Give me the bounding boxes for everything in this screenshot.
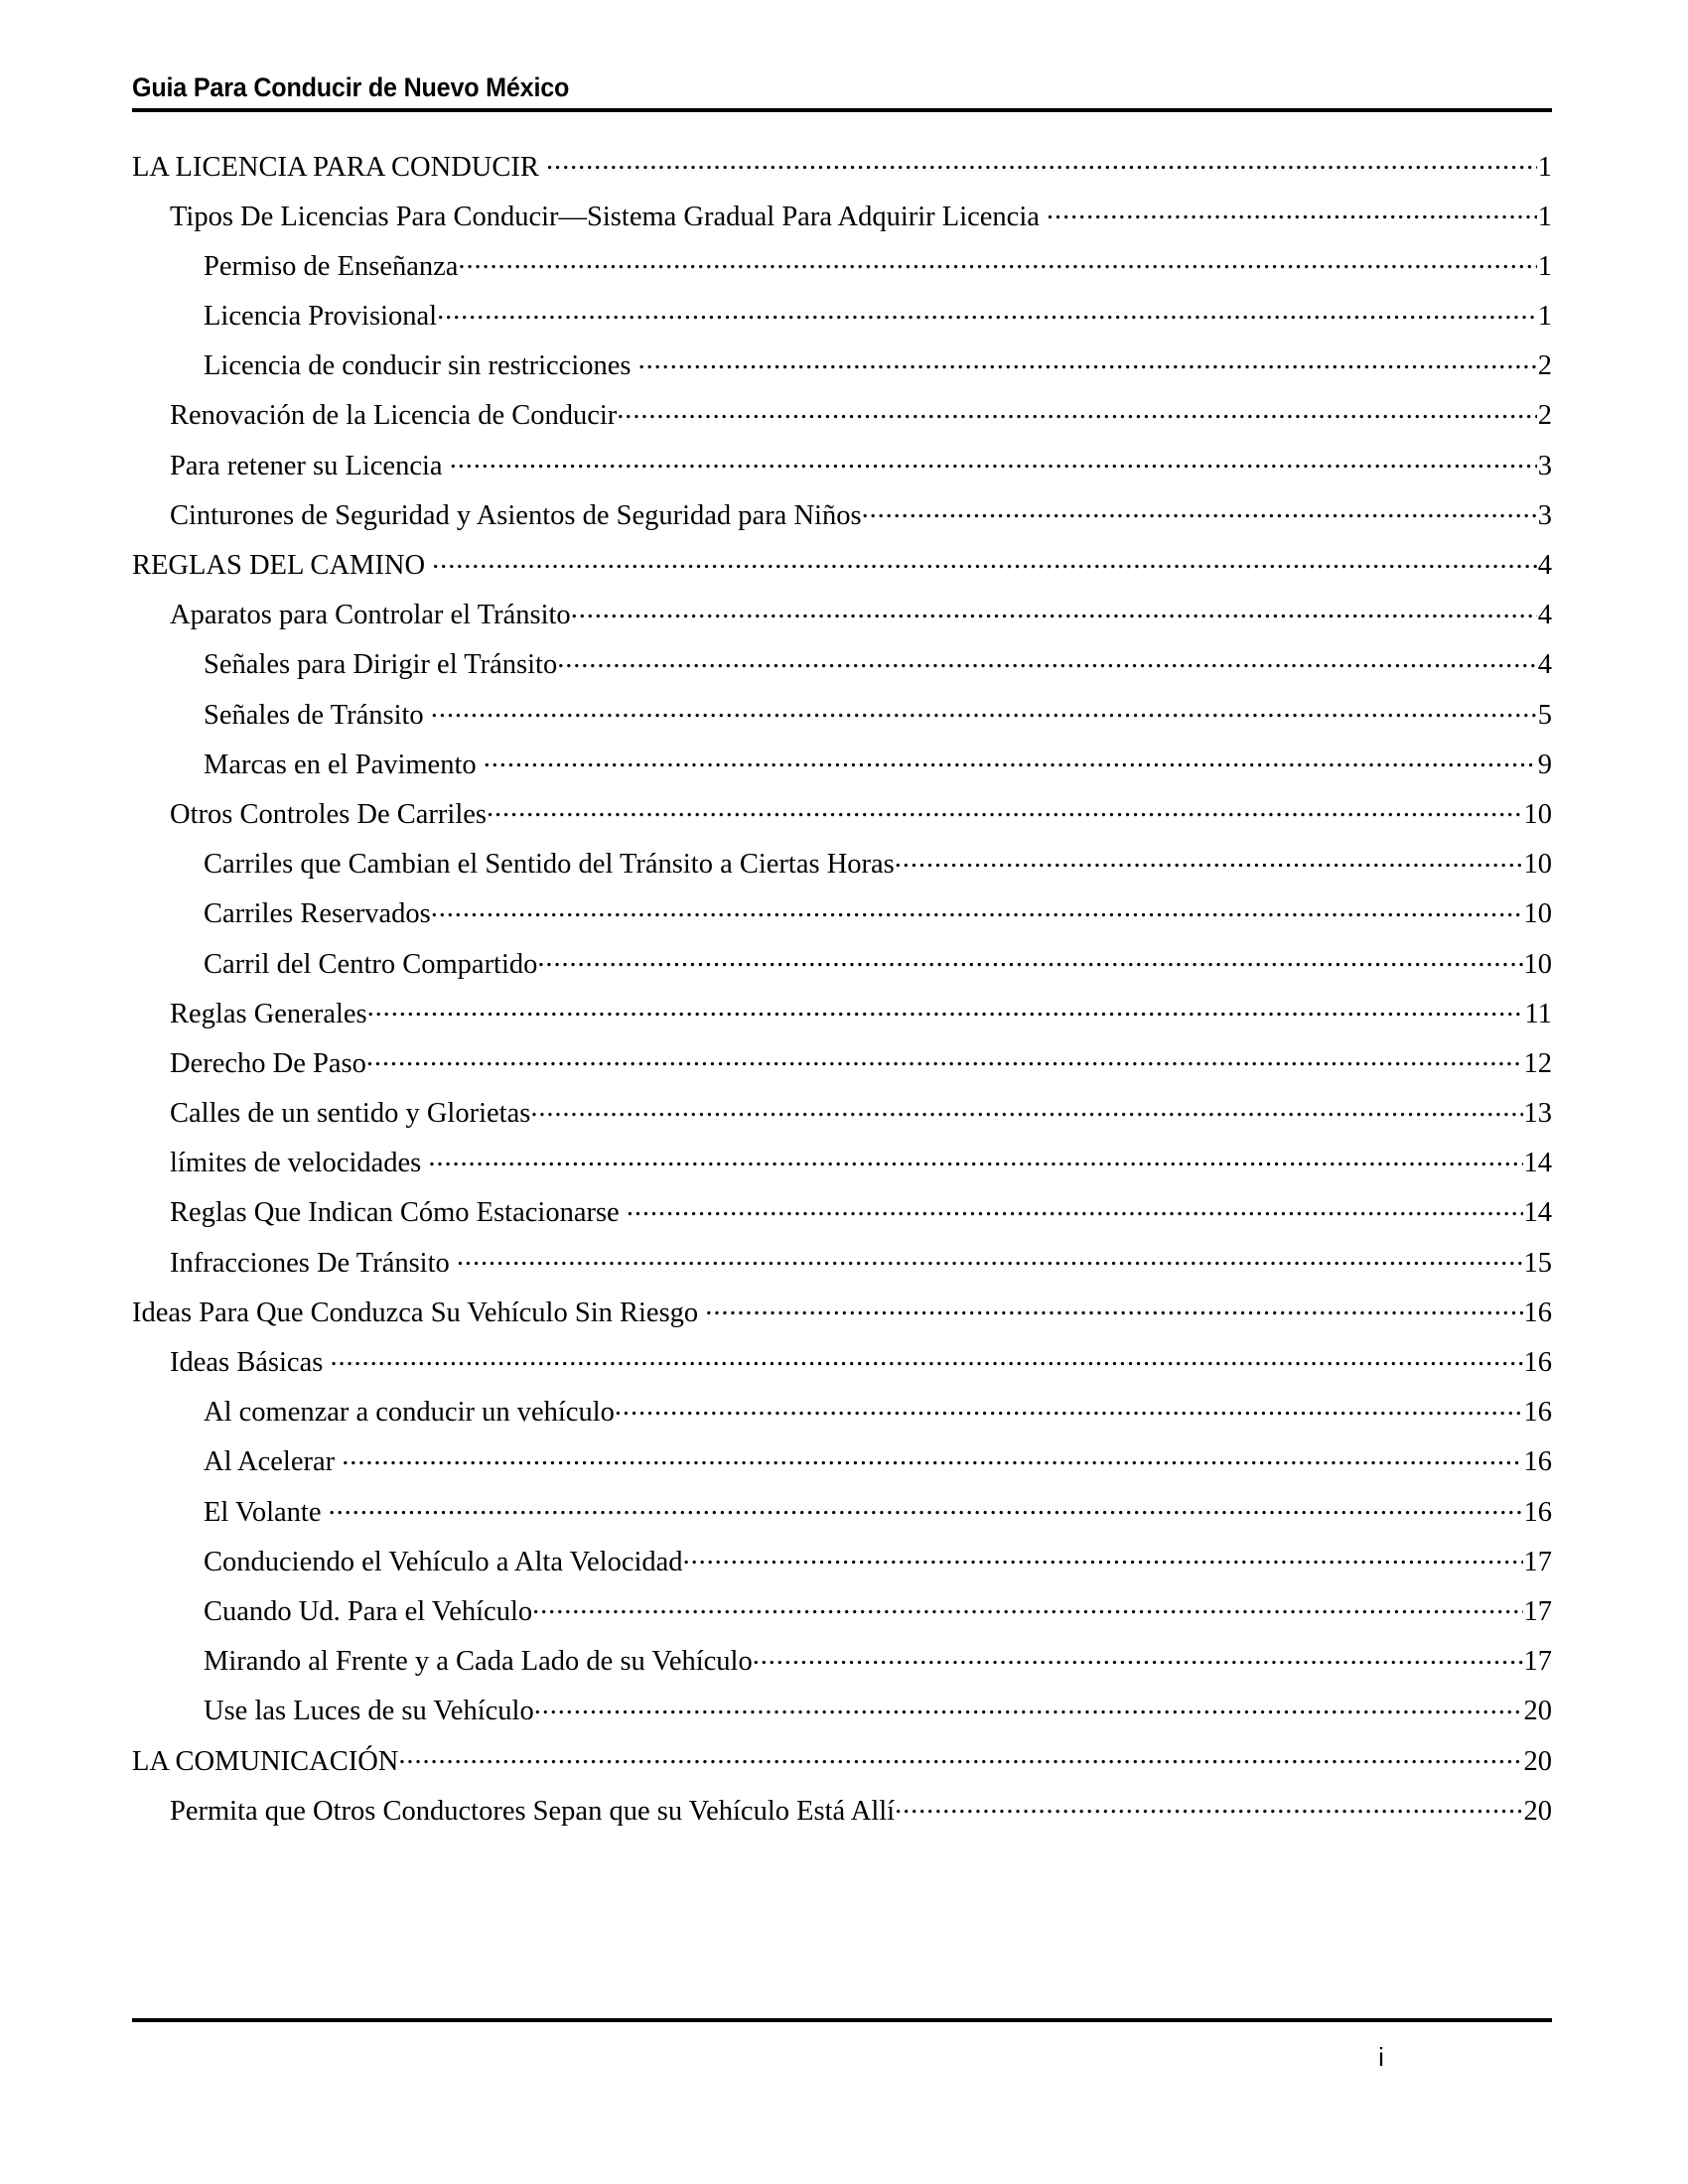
toc-entry[interactable] [170,1791,1552,1841]
toc-dot-leader [342,1442,1522,1471]
toc-entry[interactable] [170,197,1552,246]
toc-entry[interactable] [204,645,1552,695]
toc-dot-leader [431,695,1537,724]
toc-page-number: 1 [1537,250,1552,282]
toc-entry-label: Carriles Reservados [204,898,431,930]
toc-entry[interactable] [204,695,1552,745]
toc-dot-leader [617,396,1536,425]
toc-dot-leader [862,495,1537,524]
toc-page-number: 20 [1523,1745,1552,1777]
toc-page-number: 14 [1523,1197,1552,1229]
toc-page-number: 10 [1523,849,1552,881]
toc-dot-leader [329,1492,1523,1521]
toc-page-number: 3 [1537,450,1552,481]
table-of-contents [132,147,1552,1841]
toc-label-gap [424,702,431,731]
toc-dot-leader [330,1343,1522,1372]
toc-dot-leader [367,994,1524,1023]
toc-page-number: 13 [1523,1098,1552,1130]
toc-page-number: 16 [1523,1496,1552,1528]
toc-entry-label: Permiso de Enseñanza [204,250,459,282]
running-header [132,73,1552,112]
toc-label-gap [450,1250,457,1279]
toc-dot-leader [895,1791,1522,1820]
toc-page-number: 10 [1523,948,1552,980]
toc-label-gap [1040,204,1047,232]
toc-dot-leader [1047,197,1537,225]
toc-label-gap [425,552,432,581]
toc-dot-leader [450,446,1537,475]
toc-entry-label: Permita que Otros Conductores Sepan que su Vehículo Está Allí [170,1795,896,1827]
toc-entry-label: Aparatos para Controlar el Tránsito [170,600,571,631]
toc-label-gap [421,1150,428,1178]
toc-page-number: 17 [1523,1546,1552,1577]
toc-entry-label: Carriles que Cambian el Sentido del Tránsito a Ciertas Horas [204,849,895,881]
toc-entry[interactable] [170,446,1552,495]
toc-dot-leader [484,745,1537,773]
toc-page-number: 10 [1523,898,1552,930]
toc-page-number: 15 [1523,1247,1552,1279]
toc-entry-label: Licencia Provisional [204,301,438,333]
toc-entry-label: Marcas en el Pavimento [204,749,477,780]
toc-entry-label: REGLAS DEL CAMINO [132,550,426,581]
toc-label-gap [443,453,450,481]
toc-entry-label: Reglas Que Indican Cómo Estacionarse [170,1197,620,1229]
toc-page-number: 1 [1537,201,1552,232]
toc-entry[interactable] [170,994,1552,1043]
toc-dot-leader [615,1393,1523,1422]
toc-label-gap [631,352,637,381]
toc-label-gap [539,154,546,183]
toc-page-number: 12 [1523,1047,1552,1079]
footer-page-number: i [1378,2042,1384,2072]
toc-dot-leader [432,546,1537,575]
toc-entry-label: Ideas Para Que Conduzca Su Vehículo Sin Riesgo [132,1297,699,1328]
toc-entry[interactable] [132,546,1552,596]
toc-dot-leader [627,1193,1523,1222]
toc-entry[interactable] [204,297,1552,346]
toc-dot-leader [753,1642,1523,1671]
toc-dot-leader [437,297,1537,326]
toc-dot-leader [705,1293,1522,1321]
toc-entry[interactable] [132,147,1552,197]
toc-page-number: 16 [1523,1397,1552,1429]
toc-entry[interactable] [170,1243,1552,1293]
toc-page-number: 5 [1537,699,1552,731]
toc-entry[interactable] [170,596,1552,645]
toc-page-number: 14 [1523,1148,1552,1179]
toc-label-gap [321,1499,328,1528]
toc-entry-label: Señales para Dirigir el Tránsito [204,649,558,681]
toc-page-number: 10 [1523,798,1552,830]
toc-page-number: 4 [1537,649,1552,681]
toc-label-gap [323,1349,330,1378]
toc-page-number: 20 [1523,1795,1552,1827]
toc-page-number: 16 [1523,1347,1552,1378]
toc-entry[interactable] [170,1094,1552,1144]
toc-dot-leader [532,1591,1522,1620]
toc-entry-label: Señales de Tránsito [204,699,424,731]
toc-entry-label: Derecho De Paso [170,1047,366,1079]
toc-entry[interactable] [204,894,1552,944]
toc-entry-label: Licencia de conducir sin restricciones [204,350,632,382]
toc-dot-leader [557,645,1537,674]
toc-entry[interactable] [170,495,1552,545]
toc-page-number: 17 [1523,1595,1552,1627]
toc-entry-label: Calles de un sentido y Glorietas [170,1098,531,1130]
toc-entry-label: Reglas Generales [170,998,367,1029]
toc-entry-label: Al comenzar a conducir un vehículo [204,1397,615,1429]
toc-page-number: 1 [1537,151,1552,183]
toc-dot-leader [638,346,1537,375]
toc-entry[interactable] [204,845,1552,894]
toc-page-number: 1 [1537,301,1552,333]
toc-entry[interactable] [204,246,1552,296]
toc-entry[interactable] [204,1542,1552,1591]
toc-page-number: 16 [1523,1297,1552,1328]
toc-entry[interactable] [204,1642,1552,1692]
toc-entry-label: Tipos De Licencias Para Conducir—Sistema Gradual Para Adquirir Licencia [170,201,1040,232]
toc-entry-label: Otros Controles De Carriles [170,798,487,830]
toc-page-number: 2 [1537,350,1552,382]
toc-entry-label: Mirando al Frente y a Cada Lado de su Vehículo [204,1646,753,1678]
toc-entry[interactable] [204,1442,1552,1492]
toc-page-number: 4 [1537,550,1552,581]
toc-page-number: 20 [1523,1696,1552,1727]
toc-entry[interactable] [204,1492,1552,1542]
toc-entry[interactable] [170,1043,1552,1093]
toc-entry-label: Ideas Básicas [170,1347,324,1378]
toc-entry-label: Para retener su Licencia [170,450,443,481]
toc-entry[interactable] [204,1393,1552,1442]
toc-entry[interactable] [170,1343,1552,1393]
toc-entry[interactable] [170,396,1552,446]
toc-entry-label: LA LICENCIA PARA CONDUCIR [132,151,539,183]
toc-dot-leader [683,1542,1523,1570]
toc-entry[interactable] [204,1692,1552,1741]
toc-dot-leader [458,246,1536,275]
toc-entry[interactable] [204,745,1552,794]
toc-entry-label: Cinturones de Seguridad y Asientos de Seguridad para Niños [170,499,862,531]
toc-label-gap [477,751,484,780]
toc-label-gap [698,1299,705,1328]
toc-page-number: 11 [1524,998,1552,1029]
toc-dot-leader [530,1094,1522,1123]
footer-divider [132,2018,1552,2022]
toc-entry-label: Renovación de la Licencia de Conducir [170,400,618,432]
toc-dot-leader [398,1741,1522,1770]
toc-entry[interactable] [170,1144,1552,1193]
toc-entry-label: límites de velocidades [170,1148,422,1179]
toc-entry[interactable] [132,1293,1552,1342]
toc-dot-leader [431,894,1523,923]
toc-dot-leader [366,1043,1523,1072]
toc-dot-leader [895,845,1523,874]
toc-dot-leader [457,1243,1523,1272]
toc-dot-leader [546,147,1537,176]
toc-entry-label: Cuando Ud. Para el Vehículo [204,1595,533,1627]
toc-label-gap [620,1199,627,1228]
toc-entry[interactable] [132,1741,1552,1791]
toc-dot-leader [428,1144,1522,1172]
header-divider [132,108,1552,112]
toc-page-number: 9 [1537,749,1552,780]
toc-entry-label: Al Acelerar [204,1446,336,1478]
toc-dot-leader [487,794,1523,823]
toc-label-gap [335,1448,342,1477]
toc-entry-label: Conduciendo el Vehículo a Alta Velocidad [204,1546,683,1577]
toc-dot-leader [571,596,1537,624]
page-footer [132,2018,1552,2070]
toc-entry[interactable] [204,944,1552,994]
toc-entry[interactable] [204,1591,1552,1641]
toc-entry-label: LA COMUNICACIÓN [132,1745,399,1777]
toc-dot-leader [534,1692,1523,1720]
toc-entry-label: El Volante [204,1496,322,1528]
toc-page-number: 17 [1523,1646,1552,1678]
toc-entry[interactable] [204,346,1552,396]
toc-dot-leader [537,944,1522,973]
toc-entry-label: Infracciones De Tránsito [170,1247,450,1279]
toc-entry[interactable] [170,1193,1552,1243]
toc-page-number: 16 [1523,1446,1552,1478]
toc-entry-label: Use las Luces de su Vehículo [204,1696,534,1727]
toc-entry[interactable] [170,794,1552,844]
toc-page-number: 4 [1537,600,1552,631]
toc-entry-label: Carril del Centro Compartido [204,948,538,980]
toc-page-number: 2 [1537,400,1552,432]
page-title: Guia Para Conducir de Nuevo México [132,72,570,102]
toc-page-number: 3 [1537,499,1552,531]
